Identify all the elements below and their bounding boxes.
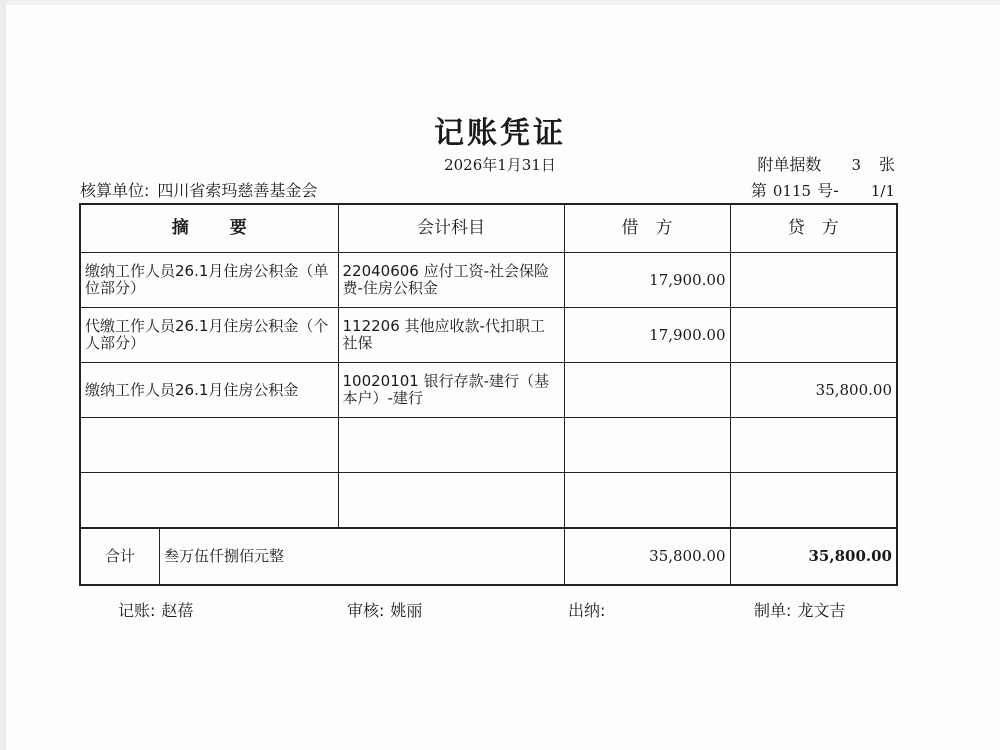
accounting-unit-name: 四川省索玛慈善基金会: [157, 181, 318, 200]
voucher-page: 1/1: [870, 182, 895, 200]
table-row: [80, 418, 897, 473]
row-debit: [564, 418, 730, 473]
table-row: [80, 473, 897, 529]
row-account: 22040606 应付工资-社会保险费-住房公积金: [338, 253, 564, 308]
accounting-unit-label: 核算单位:: [80, 181, 150, 200]
row-summary: 缴纳工作人员26.1月住房公积金（单位部分）: [80, 253, 338, 308]
total-credit: 35,800.00: [730, 528, 897, 585]
total-label: 合计: [81, 529, 160, 584]
attachments-count: [757, 152, 895, 175]
row-summary: 代缴工作人员26.1月住房公积金（个人部分）: [80, 308, 338, 363]
voucher-number: [751, 178, 895, 201]
bookkeeper-name: 赵蓓: [161, 601, 194, 620]
footer-bookkeeper: [118, 598, 193, 621]
attachments-number: 3: [851, 156, 861, 174]
voucher-number-value: 0115: [772, 182, 812, 200]
header-credit: 贷 方: [730, 204, 897, 253]
row-credit: [730, 308, 897, 363]
table-row: [80, 253, 897, 308]
header-account: 会计科目: [338, 204, 564, 253]
attachments-label: 附单据数: [757, 155, 822, 174]
total-amount-words: 叁万伍仟捌佰元整: [164, 547, 285, 565]
row-debit: [564, 363, 730, 418]
reviewer-name: 姚丽: [390, 601, 423, 620]
table-row: [80, 308, 897, 363]
total-row: [80, 528, 897, 585]
voucher-table: [79, 203, 898, 586]
row-summary: [80, 418, 338, 473]
row-debit: 17,900.00: [564, 308, 730, 363]
table-row: [80, 363, 897, 418]
row-account: [338, 418, 564, 473]
header-summary: 摘 要: [80, 204, 338, 253]
header-debit: 借 方: [564, 204, 730, 253]
voucher-date: 2026年1月31日: [444, 156, 556, 174]
total-empty-cell: [338, 528, 564, 585]
table-header-row: [80, 204, 897, 253]
cashier-label: 出纳:: [568, 601, 606, 620]
row-credit: [730, 473, 897, 529]
row-account: 112206 其他应收款-代扣职工社保: [338, 308, 564, 363]
voucher-prefix: 第: [750, 181, 767, 200]
row-debit: 17,900.00: [564, 253, 730, 308]
voucher-suffix: 号-: [817, 181, 839, 200]
row-debit: [564, 473, 730, 529]
footer-reviewer: [347, 598, 422, 621]
reviewer-label: 审核:: [347, 601, 385, 620]
accounting-unit: [80, 178, 317, 201]
row-account: 10020101 银行存款-建行（基本户）-建行: [338, 363, 564, 418]
page-title: 记账凭证: [434, 116, 566, 151]
preparer-name: 龙文吉: [797, 601, 846, 620]
attachments-unit: 张: [878, 155, 895, 174]
preparer-label: 制单:: [754, 601, 792, 620]
bookkeeper-label: 记账:: [118, 601, 156, 620]
total-label-cell: [80, 528, 338, 585]
footer-cashier: [568, 598, 611, 621]
total-debit: 35,800.00: [564, 528, 730, 585]
row-credit: [730, 418, 897, 473]
row-account: [338, 473, 564, 529]
footer-preparer: [754, 598, 845, 621]
row-credit: 35,800.00: [730, 363, 897, 418]
row-summary: 缴纳工作人员26.1月住房公积金: [80, 363, 338, 418]
row-credit: [730, 253, 897, 308]
row-summary: [80, 473, 338, 529]
